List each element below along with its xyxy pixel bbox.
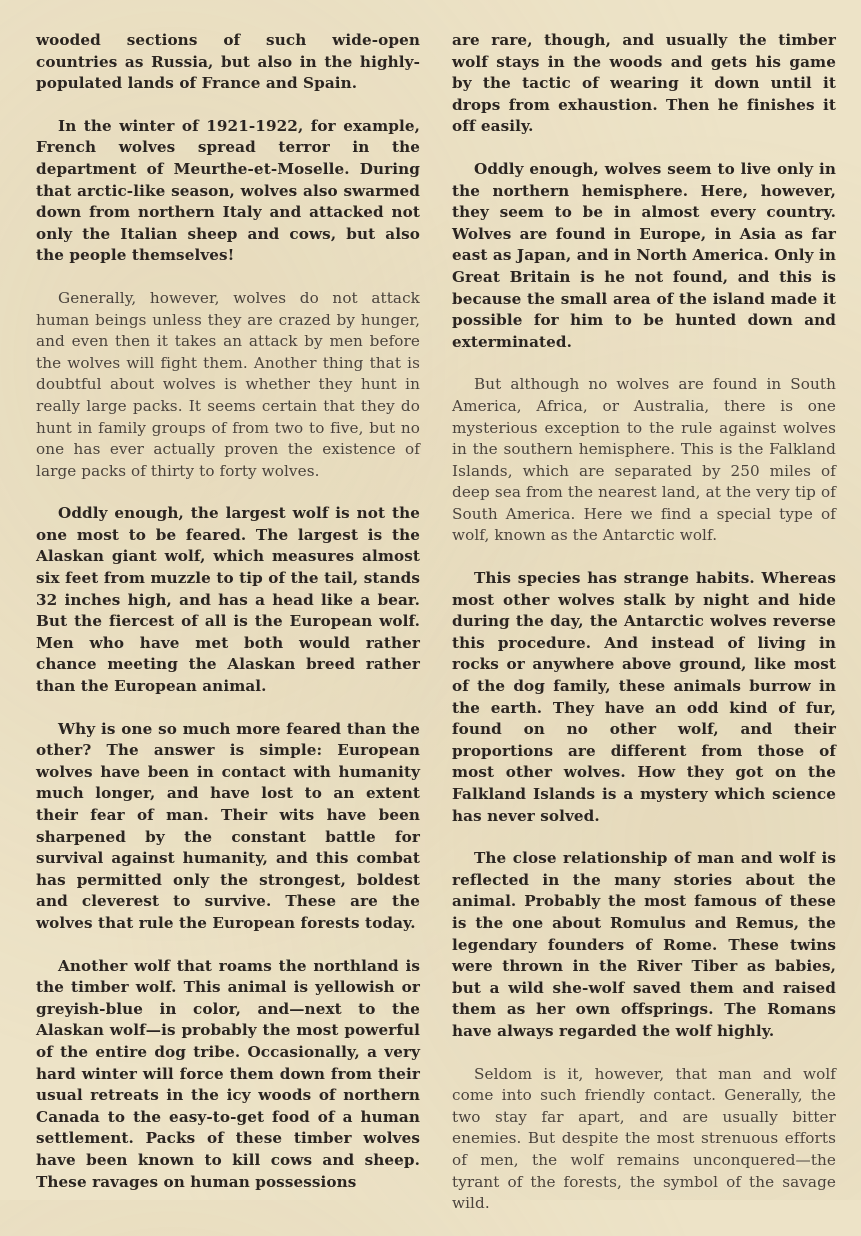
paragraph: Oddly enough, the largest wolf is not the one most to be feared. The largest is the Alaskan giant wolf, which measures almost six feet from muzzle to tip of the tail, stands 32 inches high, and has a head like a bear. But the fiercest of all is the European wolf. Men who have met both would rather chance meeting the Alaskan breed rather than the European animal.: [36, 504, 420, 696]
paragraph: Why is one so much more feared than the other? The answer is simple: European wolves have been in contact with humanity much longer, and have lost to an extent their fear of man. Their wits have been sharpened by the constant battle for survival against humanity, and this combat has permitted only the strongest, boldest and cleverest to survive. These are the wolves that rule the European forests today.: [36, 719, 420, 932]
paragraph: Another wolf that roams the northland is the timber wolf. This animal is yellowish or greyish-blue in color, and—next to the Alaskan wolf—is probably the most powerful of the entire dog tribe. Occasionally, a very hard winter will force them down from their usual retreats in the icy woods of northern Canada to the easy-to-get food of a human settlement. Packs of these timber wolves have been known to kill cows and sheep. These ravages on human possessions: [36, 956, 420, 1191]
paragraph: The close relationship of man and wolf is reflected in the many stories about the animal. Probably the most famous of these is the one about Romulus and Remus, the legendary founders of Rome. These twins were thrown in the River Tiber as babies, but a wild she-wolf saved them and raised them as her own offsprings. The Romans have always regarded the wolf highly.: [452, 849, 836, 1040]
right-column: [452, 30, 836, 1236]
paragraph: Oddly enough, wolves seem to live only in the northern hemisphere. Here, however, they seem to be in almost every country. Wolves are found in Europe, in Asia as far east as Japan, and in North America. Only in Great Britain is he not found, and this is because the small area of the island made it possible for him to be hunted down and exterminated.: [452, 159, 836, 351]
paragraph: In the winter of 1921-1922, for example, French wolves spread terror in the department of Meurthe-et-Moselle. During that arctic-like season, wolves also swarmed down from northern Italy and attacked not only the Italian sheep and cows, but also the people themselves!: [36, 116, 420, 265]
paragraph: But although no wolves are found in South America, Africa, or Australia, there is one mysterious exception to the rule against wolves in the southern hemisphere. This is the Falkland Islands, which are separated by 250 miles of deep sea from the nearest land, at the very tip of South America. Here we find a special type of wolf, known as the Antarctic wolf.: [452, 375, 836, 545]
paragraph: wooded sections of such wide-open countries as Russia, but also in the highly-populated lands of France and Spain.: [36, 31, 420, 93]
left-column: [36, 30, 420, 1214]
paragraph: Generally, however, wolves do not attack human beings unless they are crazed by hunger, and even then it takes an attack by men before the wolves will fight them. Another thing that is doubtful about wolves is whether they hunt in really large packs. It seems certain that they do hunt in family groups of from two to five, but no one has ever actually proven the existence of large packs of thirty to forty wolves.: [36, 288, 420, 480]
paragraph: Seldom is it, however, that man and wolf come into such friendly contact. Generally, the two stay far apart, and are usually bitter enemies. But despite the most strenuous efforts of men, the wolf remains unconquered—the tyrant of the forests, the symbol of the savage wild.: [452, 1064, 836, 1213]
paragraph: This species has strange habits. Whereas most other wolves stalk by night and hide during the day, the Antarctic wolves reverse this procedure. And instead of living in rocks or anywhere above ground, like most of the dog family, these animals burrow in the earth. They have an odd kind of fur, found on no other wolf, and their proportions are different from those of most other wolves. How they got on the Falkland Islands is a mystery which science has never solved.: [452, 569, 836, 825]
paragraph: are rare, though, and usually the timber wolf stays in the woods and gets his game by the tactic of wearing it down until it drops from exhaustion. Then he finishes it off easily.: [452, 31, 836, 136]
